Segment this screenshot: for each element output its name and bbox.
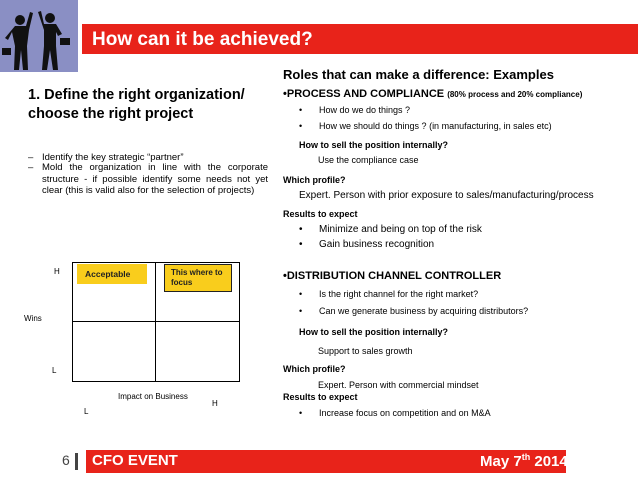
sell-label: How to sell the position internally? (299, 140, 449, 150)
bullet-marker: – (28, 152, 34, 163)
quadrant-focus: This where to focus (164, 264, 232, 292)
page-number: 6 (62, 452, 70, 468)
results-label: Results to expect (283, 209, 358, 219)
section-subtitle: (80% process and 20% compliance) (447, 90, 583, 99)
y-axis-label: Wins (24, 314, 42, 323)
slide-title: How can it be achieved? (92, 29, 313, 50)
y-high-label: H (54, 267, 60, 276)
results-label: Results to expect (283, 392, 358, 402)
section-distribution-title: •DISTRIBUTION CHANNEL CONTROLLER (283, 270, 502, 282)
footer-event: CFO EVENT (92, 452, 178, 469)
sell-value: Support to sales growth (318, 346, 413, 356)
sell-value: Use the compliance case (318, 155, 419, 165)
page-separator (75, 453, 78, 470)
section-title-text: •PROCESS AND COMPLIANCE (283, 88, 445, 100)
matrix-vertical-divider (155, 262, 156, 382)
x-axis-label: Impact on Business (118, 392, 188, 401)
bullet-text: Mold the organization in line with the corporate structure - if possible identify some needs not yet clear (this is valid also for the selection of projects) (42, 162, 268, 196)
bullet-text: Identify the key strategic “partner” (42, 152, 184, 163)
sell-label: How to sell the position internally? (299, 327, 449, 337)
x-low-label: L (84, 407, 89, 416)
left-heading: 1. Define the right organization/ choose the right project (28, 87, 245, 122)
quadrant-acceptable: Acceptable (77, 264, 147, 284)
x-high-label: H (212, 399, 218, 408)
matrix-horizontal-divider (72, 321, 240, 322)
profile-label: Which profile? (283, 364, 346, 374)
profile-value: Expert. Person with prior exposure to sales/manufacturing/process (299, 190, 594, 201)
bullet-marker: – (28, 162, 34, 173)
section-process-compliance-title (283, 88, 582, 100)
right-heading: Roles that can make a difference: Examples (283, 67, 554, 82)
profile-label: Which profile? (283, 175, 346, 185)
y-low-label: L (52, 366, 57, 375)
profile-value: Expert. Person with commercial mindset (318, 380, 479, 390)
celebrating-business-people-logo (0, 0, 78, 72)
footer-date: May 7th 2014 (480, 452, 568, 470)
